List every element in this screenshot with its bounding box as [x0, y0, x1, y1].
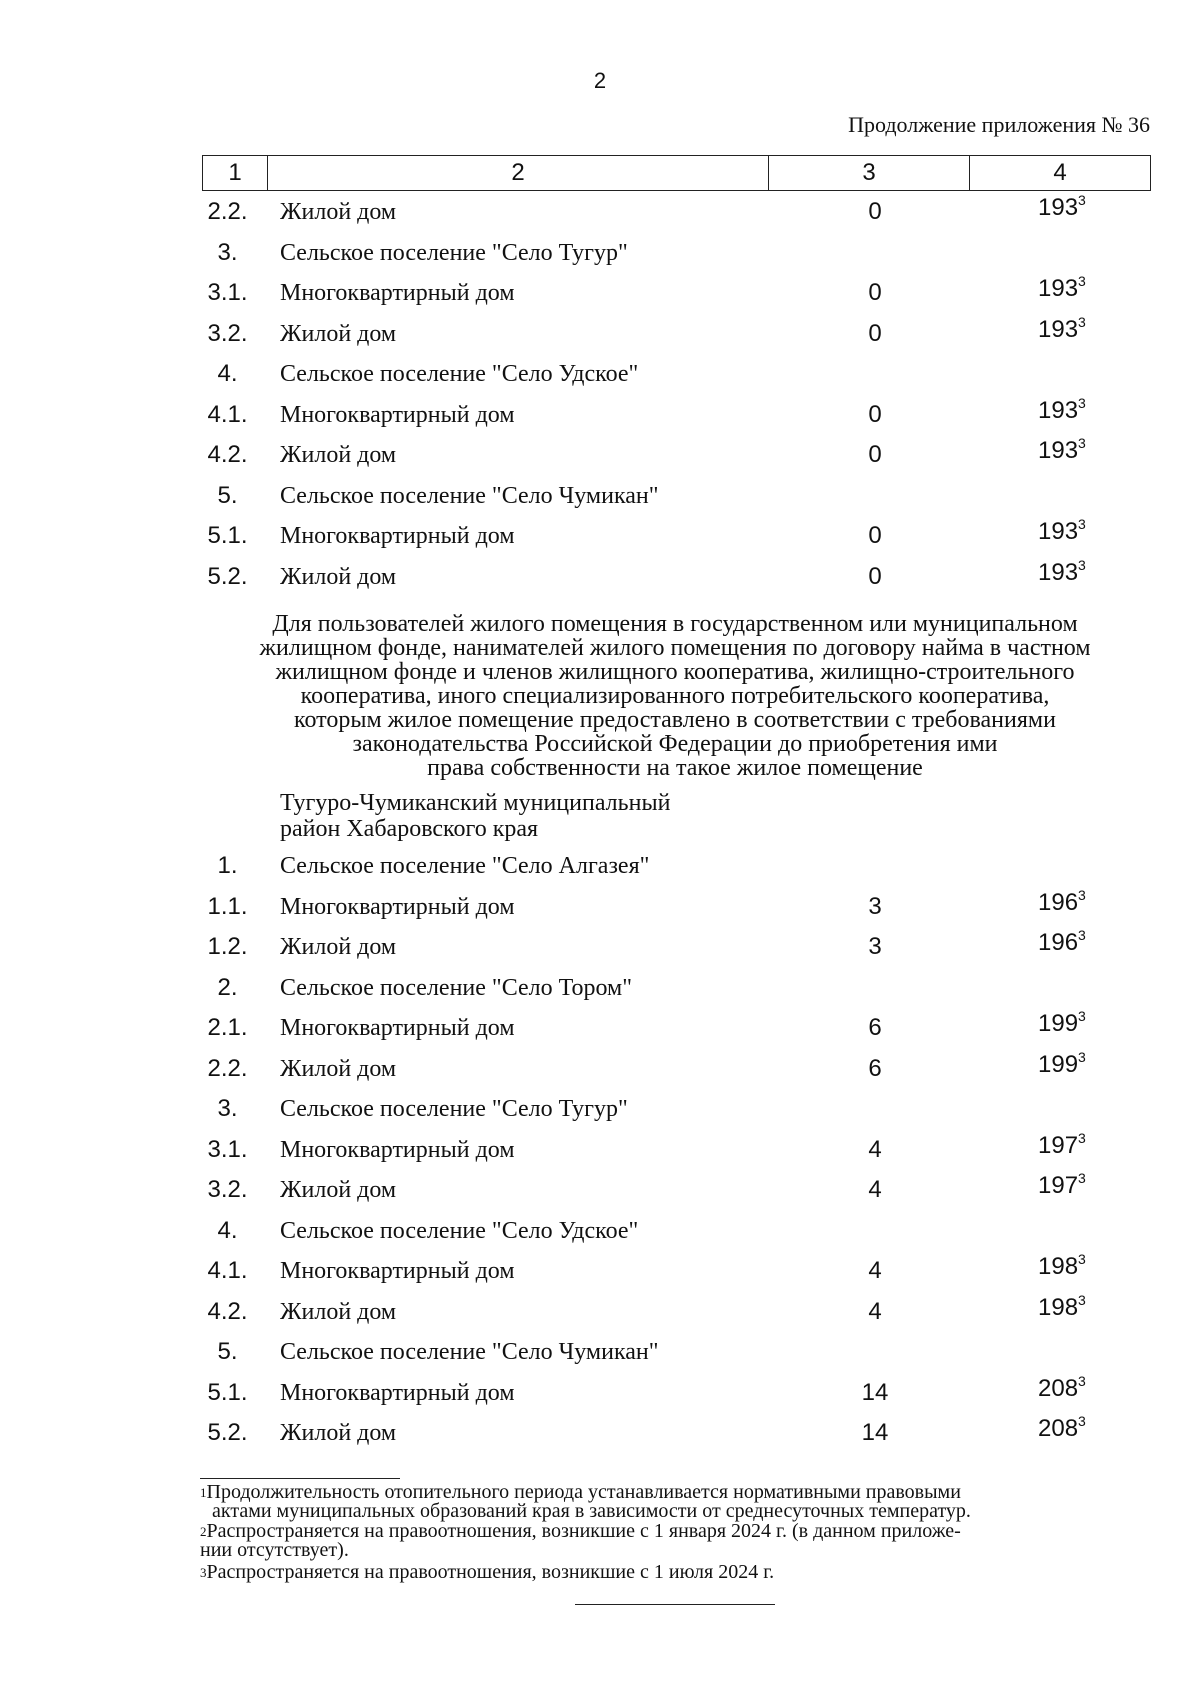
row-name: Многоквартирный дом — [280, 523, 515, 549]
row-col4-footnote: 3 — [1078, 1008, 1086, 1024]
row-col4 — [1038, 556, 1086, 587]
row-number: 5.1. — [207, 522, 248, 549]
row-name: Жилой дом — [280, 934, 397, 960]
row-col3: 0 — [868, 400, 882, 428]
row-col4-footnote: 3 — [1078, 927, 1086, 943]
paragraph-line: законодательства Российской Федерации до приобретения ими — [352, 731, 998, 757]
row-name: Сельское поселение "Село Удское" — [280, 1217, 639, 1244]
row-number: 2.1. — [207, 1014, 248, 1041]
row-name: Жилой дом — [280, 1177, 397, 1203]
row-col4 — [1038, 1291, 1086, 1322]
paragraph-line: жилищном фонде и членов жилищного кооператива, жилищно-строительного — [275, 659, 1075, 685]
row-col4-footnote: 3 — [1078, 313, 1086, 330]
row-number: 3.2. — [207, 319, 248, 347]
footnote-1 — [200, 1483, 1150, 1521]
row-col4-value: 198 — [1038, 1253, 1079, 1280]
row-number: 4. — [217, 1216, 238, 1244]
row-col4 — [1038, 1129, 1086, 1160]
row-col4-footnote: 3 — [1078, 1251, 1086, 1267]
row-number: 4.2. — [207, 441, 248, 468]
header-col-2: 2 — [268, 156, 769, 191]
bottom-rows — [0, 844, 1200, 1452]
table-row — [0, 1371, 1200, 1412]
row-col4-footnote: 3 — [1078, 1170, 1086, 1186]
footnote-text: актами муниципальных образований края в зависимости от среднесуточных температур. — [212, 1500, 971, 1522]
row-name: Жилой дом — [280, 1298, 397, 1325]
header-col-3: 3 — [769, 156, 970, 191]
row-col3: 3 — [868, 892, 882, 920]
footnote-text: нии отсутствует). — [200, 1539, 349, 1561]
row-col3: 4 — [868, 1257, 882, 1284]
row-number: 5.2. — [207, 1419, 248, 1446]
page-number: 2 — [593, 68, 607, 93]
row-name: Сельское поселение "Село Тугур" — [280, 1096, 628, 1122]
row-name: Многоквартирный дом — [280, 1015, 515, 1041]
row-col3: 0 — [868, 562, 882, 590]
footnote-divider — [200, 1478, 400, 1479]
row-col4-footnote: 3 — [1078, 1413, 1086, 1429]
table-row — [0, 1006, 1200, 1047]
row-col4 — [1038, 1172, 1086, 1200]
row-col3: 4 — [868, 1135, 882, 1163]
row-col4 — [1038, 437, 1086, 465]
row-col4-footnote: 3 — [1078, 192, 1086, 208]
row-col4-value: 193 — [1038, 275, 1079, 302]
row-col4 — [1038, 1372, 1086, 1403]
row-number: 1.2. — [207, 933, 248, 960]
row-name: Жилой дом — [280, 563, 397, 590]
table-row — [0, 190, 1200, 231]
table-row — [0, 433, 1200, 474]
footnote-mark: 3 — [200, 1565, 207, 1580]
row-number: 3.2. — [207, 1176, 248, 1203]
row-name: Многоквартирный дом — [280, 1379, 515, 1406]
row-col4-footnote: 3 — [1078, 1048, 1086, 1065]
row-col4 — [1038, 394, 1086, 425]
row-col4 — [1038, 1010, 1086, 1038]
row-col4-footnote: 3 — [1078, 435, 1086, 451]
row-col3: 3 — [868, 933, 882, 960]
row-col4-footnote: 3 — [1078, 516, 1086, 532]
row-col3: 14 — [861, 1378, 889, 1406]
table-row — [0, 514, 1200, 555]
row-name: Многоквартирный дом — [280, 280, 515, 306]
row-number: 5.2. — [207, 562, 248, 590]
row-number: 5.1. — [207, 1378, 248, 1406]
row-number: 5. — [217, 1338, 238, 1365]
table-row — [0, 1290, 1200, 1331]
row-name: Сельское поселение "Село Удское" — [280, 361, 639, 387]
row-col4 — [1038, 886, 1086, 917]
table-row — [0, 271, 1200, 312]
district-title — [280, 790, 670, 842]
district-line: район Хабаровского края — [280, 816, 539, 842]
row-name: Сельское поселение "Село Тором" — [280, 974, 633, 1001]
row-col3: 0 — [868, 198, 882, 225]
row-col4-footnote: 3 — [1078, 273, 1086, 289]
row-col4-footnote: 3 — [1078, 394, 1086, 411]
footnote-3 — [200, 1563, 1150, 1582]
row-number: 3. — [217, 1095, 238, 1122]
header-col-4: 4 — [970, 156, 1151, 191]
row-number: 3. — [217, 238, 238, 266]
row-col3: 4 — [868, 1297, 882, 1325]
row-col4-value: 197 — [1038, 1172, 1079, 1199]
row-col4-footnote: 3 — [1078, 886, 1086, 903]
row-col4-value: 193 — [1038, 437, 1079, 464]
row-number: 1.1. — [207, 892, 248, 920]
row-name: Многоквартирный дом — [280, 893, 515, 920]
table-row — [0, 1249, 1200, 1290]
row-col3: 4 — [868, 1176, 882, 1203]
table-row — [0, 1087, 1200, 1128]
row-col4-value: 193 — [1038, 396, 1079, 424]
row-name: Сельское поселение "Село Алгазея" — [280, 853, 650, 879]
table-row — [0, 231, 1200, 272]
section-paragraph — [200, 612, 1150, 780]
row-name: Жилой дом — [280, 442, 397, 468]
header-col-1: 1 — [203, 156, 268, 191]
table-row — [0, 555, 1200, 596]
table-row — [0, 966, 1200, 1007]
footnote-mark: 1 — [200, 1485, 207, 1500]
row-col3: 0 — [868, 522, 882, 549]
row-number: 1. — [217, 852, 238, 879]
row-col4 — [1038, 275, 1086, 303]
row-number: 4.1. — [207, 1257, 248, 1284]
row-col4-footnote: 3 — [1078, 556, 1086, 573]
row-col3: 0 — [868, 441, 882, 468]
row-name: Жилой дом — [280, 1055, 397, 1082]
table-row — [0, 1128, 1200, 1169]
row-number: 5. — [217, 481, 238, 509]
row-col3: 0 — [868, 279, 882, 306]
row-name: Многоквартирный дом — [280, 1258, 515, 1284]
row-number: 2. — [217, 973, 238, 1001]
row-name: Многоквартирный дом — [280, 1136, 515, 1163]
table-row — [0, 352, 1200, 393]
table-row — [0, 393, 1200, 434]
footnote-text: Продолжительность отопительного периода устанавливается нормативными правовыми — [206, 1481, 961, 1503]
row-number: 4.2. — [207, 1297, 248, 1325]
row-col4-footnote: 3 — [1078, 1129, 1086, 1146]
paragraph-line: Для пользователей жилого помещения в государственном или муниципальном — [272, 611, 1078, 637]
row-col4-value: 193 — [1038, 558, 1079, 586]
row-col3: 6 — [868, 1014, 882, 1041]
row-col3: 14 — [861, 1419, 889, 1446]
row-number: 2.2. — [207, 1054, 248, 1082]
row-name: Сельское поселение "Село Чумикан" — [280, 482, 659, 509]
continuation-label: Продолжение приложения № 36 — [848, 112, 1150, 137]
table-row — [0, 925, 1200, 966]
paragraph-line: которым жилое помещение предоставлено в соответствии с требованиями — [294, 707, 1056, 733]
row-number: 3.1. — [207, 279, 248, 306]
row-col4 — [1038, 1048, 1086, 1079]
table-row — [0, 1168, 1200, 1209]
table-row — [0, 885, 1200, 926]
table-row — [0, 1047, 1200, 1088]
row-col3: 0 — [868, 319, 882, 347]
row-col4 — [1038, 194, 1086, 222]
district-line: Тугуро-Чумиканский муниципальный — [280, 790, 671, 816]
row-col4-value: 197 — [1038, 1131, 1079, 1159]
row-col4 — [1038, 1253, 1086, 1281]
table-row — [0, 1209, 1200, 1250]
row-col4-value: 193 — [1038, 194, 1079, 221]
end-divider — [575, 1604, 775, 1605]
row-col4 — [1038, 518, 1086, 546]
row-col4-value: 193 — [1038, 315, 1079, 343]
table-header — [202, 155, 1151, 191]
row-col3: 6 — [868, 1054, 882, 1082]
top-rows — [0, 190, 1200, 595]
table-row — [0, 1330, 1200, 1371]
table-row — [0, 312, 1200, 353]
row-col4-value: 199 — [1038, 1050, 1079, 1078]
table-row — [0, 1411, 1200, 1452]
row-col4 — [1038, 1415, 1086, 1443]
paragraph-line: права собственности на такое жилое помещение — [427, 755, 923, 781]
row-col4 — [1038, 929, 1086, 957]
row-col4-footnote: 3 — [1078, 1372, 1086, 1389]
row-col4 — [1038, 313, 1086, 344]
footnote-text: Распространяется на правоотношения, возникшие с 1 июля 2024 г. — [206, 1561, 775, 1583]
row-col4-value: 198 — [1038, 1293, 1079, 1321]
row-name: Жилой дом — [280, 199, 397, 225]
row-name: Жилой дом — [280, 320, 397, 347]
row-col4-value: 208 — [1038, 1415, 1079, 1442]
row-number: 4.1. — [207, 400, 248, 428]
row-col4-value: 199 — [1038, 1010, 1079, 1037]
footnote-mark: 2 — [200, 1524, 207, 1539]
row-name: Сельское поселение "Село Тугур" — [280, 239, 628, 266]
row-col4-value: 196 — [1038, 929, 1079, 956]
row-col4-footnote: 3 — [1078, 1291, 1086, 1308]
row-col4-value: 193 — [1038, 518, 1079, 545]
row-number: 3.1. — [207, 1135, 248, 1163]
row-number: 4. — [217, 360, 238, 387]
row-number: 2.2. — [207, 198, 248, 225]
row-col4-value: 196 — [1038, 888, 1079, 916]
table-row — [0, 844, 1200, 885]
paragraph-line: кооператива, иного специализированного потребительского кооператива, — [300, 683, 1050, 709]
table-row — [0, 474, 1200, 515]
footnote-2 — [200, 1522, 1150, 1560]
row-name: Жилой дом — [280, 1420, 397, 1446]
row-col4-value: 208 — [1038, 1374, 1079, 1402]
row-name: Многоквартирный дом — [280, 401, 515, 428]
paragraph-line: жилищном фонде, нанимателей жилого помещения по договору найма в частном — [259, 635, 1091, 661]
row-name: Сельское поселение "Село Чумикан" — [280, 1339, 659, 1365]
footnote-text: Распространяется на правоотношения, возникшие с 1 января 2024 г. (в данном приложе- — [206, 1520, 961, 1542]
